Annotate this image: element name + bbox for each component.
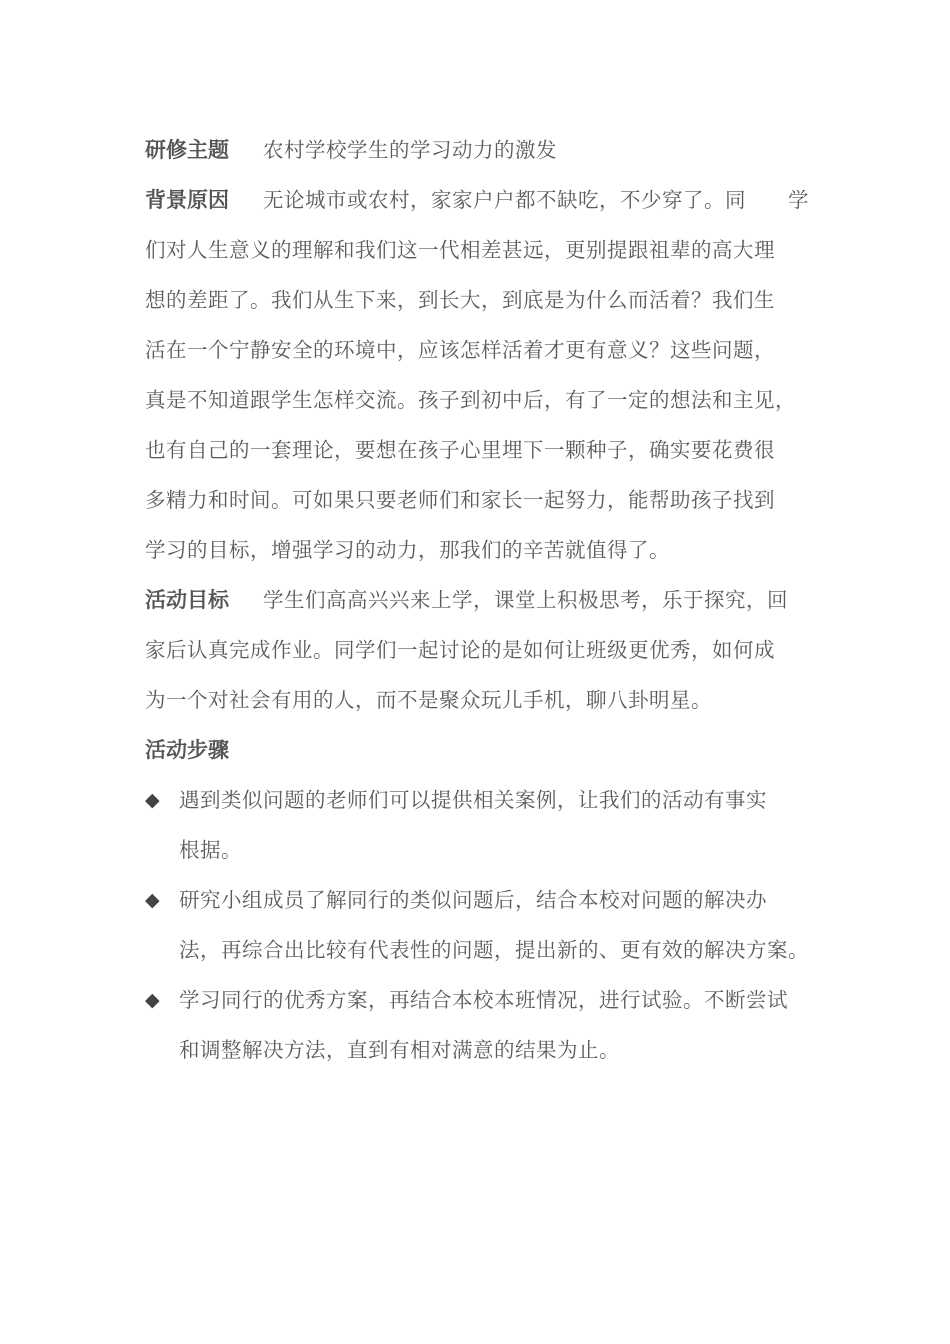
goal-row [145, 575, 825, 625]
step-line: 学习同行的优秀方案，再结合本校本班情况，进行试验。不断尝试 [179, 988, 788, 1012]
background-row [145, 175, 825, 225]
document-body [145, 125, 825, 1075]
goal-line: 家后认真完成作业。同学们一起讨论的是如何让班级更优秀，如何成 [145, 638, 775, 662]
step-line: 法，再综合出比较有代表性的问题，提出新的、更有效的解决方案。 [179, 938, 809, 962]
goal-heading: 活动目标 [145, 588, 229, 612]
step-item-2 [145, 875, 825, 925]
goal-line: 为一个对社会有用的人，而不是聚众玩儿手机，聊八卦明星。 [145, 688, 712, 712]
background-heading: 背景原因 [145, 188, 229, 212]
topic-heading: 研修主题 [145, 138, 229, 162]
topic-text: 农村学校学生的学习动力的激发 [263, 138, 557, 162]
steps-heading: 活动步骤 [145, 738, 229, 762]
step-item-1 [145, 775, 825, 825]
background-line: 无论城市或农村，家家户户都不缺吃，不少穿了。同 学 [263, 188, 809, 212]
step-line: 研究小组成员了解同行的类似问题后，结合本校对问题的解决办 [179, 888, 767, 912]
diamond-bullet-icon: ◆ [145, 789, 161, 811]
step-line: 遇到类似问题的老师们可以提供相关案例，让我们的活动有事实 [179, 788, 767, 812]
diamond-bullet-icon: ◆ [145, 889, 161, 911]
background-line: 们对人生意义的理解和我们这一代相差甚远，更别提跟祖辈的高大理 [145, 238, 775, 262]
background-line: 也有自己的一套理论，要想在孩子心里埋下一颗种子，确实要花费很 [145, 438, 775, 462]
background-line: 多精力和时间。可如果只要老师们和家长一起努力，能帮助孩子找到 [145, 488, 775, 512]
background-line: 真是不知道跟学生怎样交流。孩子到初中后，有了一定的想法和主见， [145, 388, 796, 412]
steps-row [145, 725, 825, 775]
goal-line: 学生们高高兴兴来上学，课堂上积极思考，乐于探究，回 [263, 588, 788, 612]
diamond-bullet-icon: ◆ [145, 989, 161, 1011]
step-item-3 [145, 975, 825, 1025]
step-line: 和调整解决方法，直到有相对满意的结果为止。 [179, 1038, 620, 1062]
step-line: 根据。 [179, 838, 242, 862]
topic-row [145, 125, 825, 175]
background-line: 活在一个宁静安全的环境中，应该怎样活着才更有意义？这些问题， [145, 338, 775, 362]
background-line: 学习的目标，增强学习的动力，那我们的辛苦就值得了。 [145, 538, 670, 562]
background-line: 想的差距了。我们从生下来，到长大，到底是为什么而活着？我们生 [145, 288, 775, 312]
